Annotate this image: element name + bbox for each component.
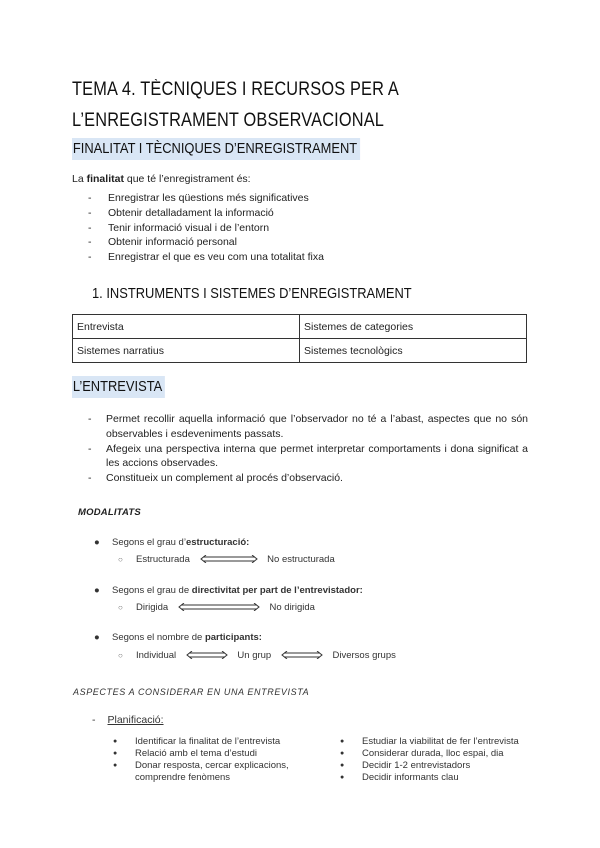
dash-marker: - <box>92 714 96 726</box>
option-label: Un grup <box>237 650 272 661</box>
table-cell: Entrevista <box>73 315 300 339</box>
planificacio-label: Planificació: <box>107 714 164 726</box>
section-heading-entrevista <box>72 376 165 398</box>
finalitat-list <box>88 191 324 265</box>
modalitat-bold: estructuració: <box>185 537 250 548</box>
table-cell: Sistemes de categories <box>300 315 527 339</box>
circle-bullet-icon: ○ <box>118 603 123 612</box>
entrevista-list <box>88 412 528 486</box>
modalitat-text: Segons el grau de <box>112 585 192 596</box>
modalitat-item <box>94 585 363 596</box>
option-label: Estructurada <box>136 554 190 565</box>
modalitat-options <box>118 554 335 565</box>
circle-bullet-icon: ○ <box>118 651 123 660</box>
bullet-dot: ● <box>94 632 100 643</box>
page-title: TEMA 4. TÈCNIQUES I RECURSOS PER A L’ENREGISTRAMENT OBSERVACIONAL <box>72 79 399 131</box>
list-item: ● Estudiar la viabilitat de fer l’entrevista <box>340 736 540 748</box>
table-cell: Sistemes narratius <box>73 339 300 363</box>
list-item: - Afegeix una perspectiva interna que permet interpretar comportaments i dona significat a les accions observades. <box>88 442 528 472</box>
list-item: - Constitueix un complement al procés d’observació. <box>88 471 528 486</box>
double-arrow-icon <box>280 651 324 659</box>
planificacio-right-list <box>340 736 540 784</box>
modalitat-item <box>94 537 250 548</box>
modalitats-label: MODALITATS <box>78 507 141 518</box>
section-heading-instruments: 1. INSTRUMENTS I SISTEMES D’ENREGISTRAMENT <box>92 285 412 302</box>
bullet-dot: ● <box>94 537 100 548</box>
planificacio-left-list <box>113 736 323 784</box>
table-row <box>73 339 527 363</box>
list-item: ● Relació amb el tema d’estudi <box>113 748 323 760</box>
option-label: Diversos grups <box>332 650 396 661</box>
modalitat-text: Segons el grau d’ <box>112 537 186 548</box>
list-item: ● Identificar la finalitat de l’entrevista <box>113 736 323 748</box>
modalitat-options <box>118 602 315 613</box>
modalitat-item <box>94 632 262 643</box>
planificacio-item <box>92 714 164 726</box>
list-item: ● Donar resposta, cercar explicacions, comprendre fenòmens <box>113 760 323 784</box>
table-row <box>73 315 527 339</box>
list-item: ● Considerar durada, lloc espai, dia <box>340 748 540 760</box>
heading-highlight: FINALITAT I TÈCNIQUES D’ENREGISTRAMENT <box>72 138 360 160</box>
circle-bullet-icon: ○ <box>118 555 123 564</box>
option-label: Dirigida <box>136 602 169 613</box>
intro-paragraph <box>72 172 251 187</box>
double-arrow-icon <box>185 651 229 659</box>
modalitat-bold: directivitat per part de l’entrevistador: <box>191 585 363 596</box>
intro-bold: finalitat <box>86 173 124 185</box>
modalitat-bold: participants: <box>204 632 262 643</box>
list-item: - Obtenir informació personal <box>88 235 324 250</box>
intro-text-end: que té l’enregistrament és: <box>123 173 251 185</box>
aspectes-label: ASPECTES A CONSIDERAR EN UNA ENTREVISTA <box>73 687 310 697</box>
modalitat-options <box>118 650 396 661</box>
double-arrow-icon <box>177 603 261 611</box>
list-item: ● Decidir 1-2 entrevistadors <box>340 760 540 772</box>
list-item: - Enregistrar el que es veu com una totalitat fixa <box>88 250 324 265</box>
option-label: No dirigida <box>269 602 315 613</box>
intro-text: La <box>72 173 87 185</box>
option-label: No estructurada <box>267 554 335 565</box>
list-item: - Enregistrar les qüestions més significatives <box>88 191 324 206</box>
option-label: Individual <box>136 650 177 661</box>
section-heading-finalitat <box>72 138 360 160</box>
list-item: - Permet recollir aquella informació que l’observador no té a l’abast, aspectes que no són observables i esdeveniments passats. <box>88 412 528 442</box>
instruments-table <box>72 314 527 363</box>
list-item: - Obtenir detalladament la informació <box>88 206 324 221</box>
modalitat-text: Segons el nombre de <box>112 632 205 643</box>
heading-highlight: L’ENTREVISTA <box>72 376 165 398</box>
list-item: ● Decidir informants clau <box>340 772 540 784</box>
bullet-dot: ● <box>94 585 100 596</box>
list-item: - Tenir informació visual i de l’entorn <box>88 221 324 236</box>
double-arrow-icon <box>199 555 259 563</box>
table-cell: Sistemes tecnològics <box>300 339 527 363</box>
